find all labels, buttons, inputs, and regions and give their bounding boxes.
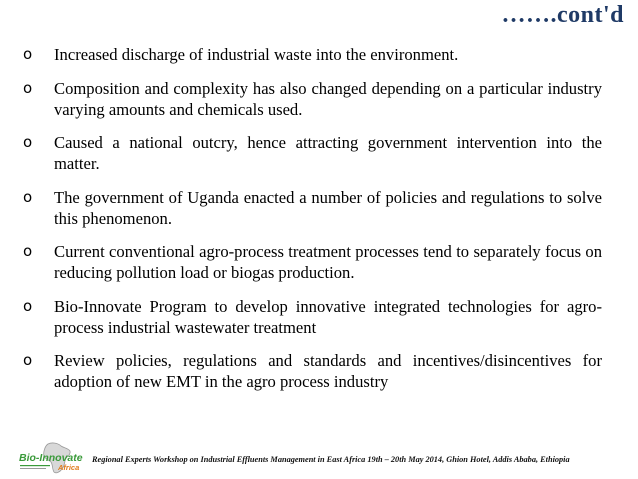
bullet-text: Caused a national outcry, hence attracting government intervention into the matter. (54, 133, 602, 173)
bullet-text: Increased discharge of industrial waste into the environment. (54, 45, 459, 64)
bullet-item (20, 241, 602, 283)
bullet-item (20, 132, 602, 174)
bullet-item (20, 78, 602, 120)
bullet-text: Current conventional agro-process treatment processes tend to separately focus on reducing pollution load or biogas production. (54, 242, 602, 282)
bullet-marker: o (23, 242, 33, 260)
bullet-text: The government of Uganda enacted a number of policies and regulations to solve this phenomenon. (54, 187, 602, 228)
bullet-text: Bio-Innovate Program to develop innovative integrated technologies for agro-process industrial wastewater treatment (54, 296, 602, 337)
slide-footer (0, 436, 638, 479)
slide-title: …….cont'd (501, 2, 624, 28)
bullet-item (20, 187, 602, 229)
logo-word-africa: Africa (58, 463, 80, 472)
bullet-item (20, 296, 602, 338)
bio-innovate-africa-logo (18, 440, 90, 476)
bullet-item (20, 44, 602, 65)
bullet-marker: o (23, 351, 33, 369)
footer-caption: Regional Experts Workshop on Industrial Effluents Management in East Africa 19th – 20th May 2014, Ghion Hotel, Addis Ababa, Ethiopia (92, 455, 570, 464)
bullet-marker: o (23, 78, 33, 97)
bullet-marker: o (23, 187, 33, 206)
bullet-text: Composition and complexity has also changed depending on a particular industry varying amounts and chemicals used. (54, 78, 602, 119)
bullet-marker: o (23, 133, 33, 151)
bullet-list (20, 44, 602, 405)
bullet-item (20, 350, 602, 392)
bullet-text: Review policies, regulations and standards and incentives/disincentives for adoption of new EMT in the agro process industry (54, 351, 602, 391)
bullet-marker: o (23, 45, 33, 63)
logo-word-bio-innovate: Bio-Innovate (19, 452, 83, 464)
bullet-marker: o (23, 296, 33, 315)
